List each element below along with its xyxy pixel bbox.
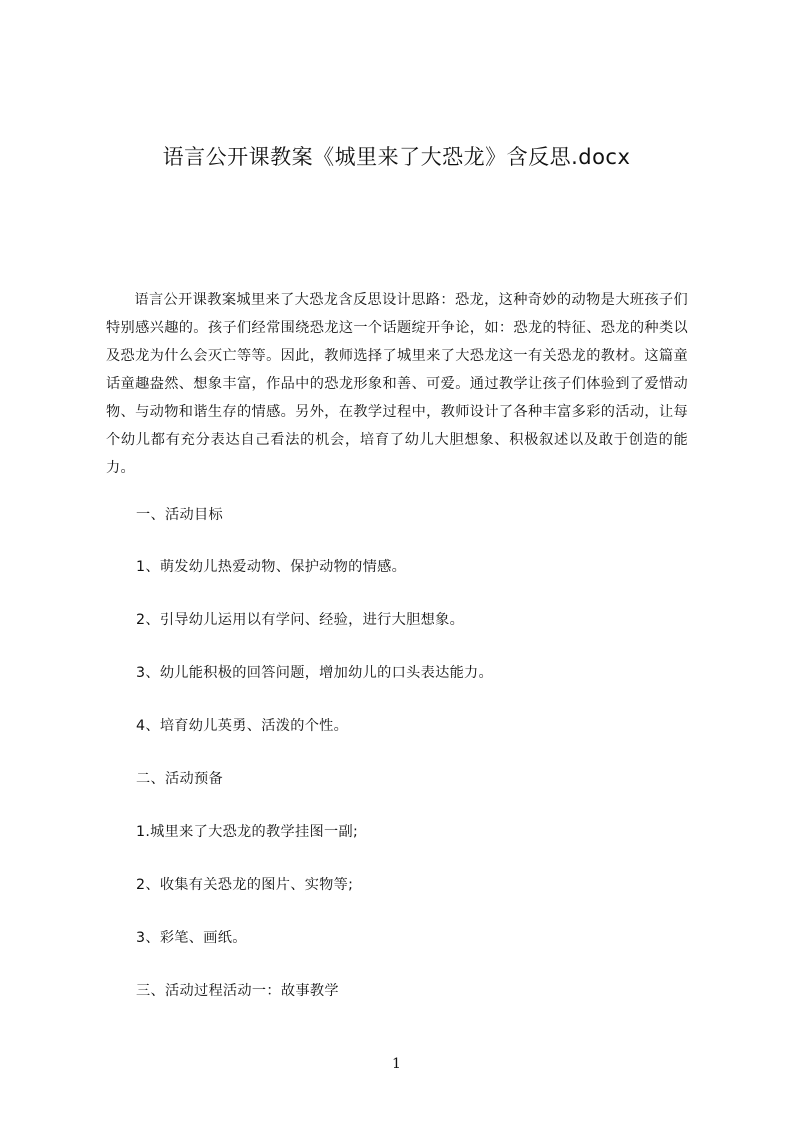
section-heading-preparation: 二、活动预备 bbox=[136, 771, 223, 787]
intro-paragraph: 语言公开课教案城里来了大恐龙含反思设计思路：恐龙，这种奇妙的动物是大班孩子们特别感兴趣的。孩子们经常围绕恐龙这一个话题绽开争论，如：恐龙的特征、恐龙的种类以及恐龙为什么会灭亡等等。因此，教师选择了城里来了大恐龙这一有关恐龙的教材。这篇童话童趣盎然、想象丰富，作品中的恐龙形象和善、可爱。通过教学让孩子们体验到了爱惜动物、与动物和谐生存的情感。另外，在教学过程中，教师设计了各种丰富多彩的活动，让每个幼儿都有充分表达自己看法的机会，培育了幼儿大胆想象、积极叙述以及敢于创造的能力。 bbox=[106, 292, 688, 476]
page-number: 1 bbox=[392, 1056, 401, 1072]
goal-item-3: 3、幼儿能积极的回答问题，增加幼儿的口头表达能力。 bbox=[136, 665, 494, 681]
prep-item-3: 3、彩笔、画纸。 bbox=[136, 930, 247, 946]
prep-item-2: 2、收集有关恐龙的图片、实物等; bbox=[136, 877, 354, 893]
document-title: 语言公开课教案《城里来了大恐龙》含反思.docx bbox=[162, 145, 631, 169]
prep-item-1: 1.城里来了大恐龙的教学挂图一副; bbox=[136, 824, 359, 840]
section-heading-goals: 一、活动目标 bbox=[136, 507, 223, 523]
goal-item-1: 1、萌发幼儿热爱动物、保护动物的情感。 bbox=[136, 559, 407, 575]
section-heading-process: 三、活动过程活动一：故事教学 bbox=[136, 983, 339, 999]
goal-item-2: 2、引导幼儿运用以有学问、经验，进行大胆想象。 bbox=[136, 612, 465, 628]
goal-item-4: 4、培育幼儿英勇、活泼的个性。 bbox=[136, 718, 349, 734]
